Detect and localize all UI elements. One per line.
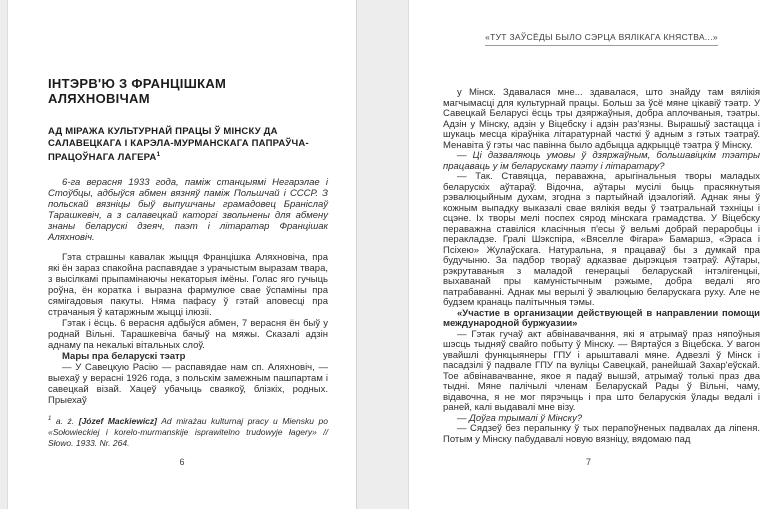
footnote-marker: 1 xyxy=(48,416,52,422)
left-text-column xyxy=(48,0,328,406)
body-paragraph: — Так. Ставяцца, пераважна, арыгінальныя творы маладых беларускіх аўтараў. Відочна, аўтары мусілі быць прасякнутыя рэвалюцыйным духам, згодна з партыйнай ідэалогіяй. Аднак яны ў кожным выпадку выказалі свае вялікія веды ў тэатральнай тэхніцы і сцэне. Іх творы мелі поспех сярод мінскага грамадства. У Віцебску пераважна ставіліся класічныя п'есы ў вельмі добрай пераробцы і перакладзе. Гралі Шэкспіра, «Вяселле Фігара» Бамаршэ, «Эраса і Псіхею» Жулаўскага. Натуральна, я працаваў бы з думкай пра будучыню. За падбор твораў адказвае дырэкцыя тэатраў. Аўтары, рэкрутаваныя з маладой генерацыі беларускай інтэлігенцыі, выхаванай пры камуністычным рэжыме, добра ведалі яго патрабаванні. Аднак мы верылі ў эвалюцыю беларускага руху. Але не будзем кранаць палітычныя тэмы. xyxy=(443,171,760,308)
right-page xyxy=(409,0,768,509)
section-heading: Мары пра беларускі тэатр xyxy=(62,350,186,362)
article-subtitle-text: АД МІРАЖА КУЛЬТУРНАЙ ПРАЦЫ Ў МІНСКУ ДА САЛАВЕЦКАГА І КАРЭЛА-МУРМАНСКАГА ПАПРАЎЧА-ПРАЦОЎНАГА ЛАГЕРА xyxy=(48,126,309,164)
book-edge-left xyxy=(0,0,8,509)
lead-paragraph: 6-га верасня 1933 года, паміж станцыямі Негарэлае і Стоўбцы, адбыўся абмен вязняў паміж Польшчай і СССР. З польскай вязніцы быў выпушчаны грамадовец Браніслаў Тарашкевіч, а з салавецкай каторгі звольнены для абмену знаны беларускі дзеяч, паэт і літаратар Францішак Аляхновіч. xyxy=(48,176,328,243)
section-heading: «Участие в организации действующей в направлении помощи международной буржуазии» xyxy=(443,307,760,329)
body-paragraph: у Мінск. Здавалася мне... здавалася, што знайду там вялікія магчымасці для культурнай працы. Больш за ўсё мяне цікавіў тэатр. У Савецкай Беларусі ёсць тры дзяржаўныя, добра аплочваныя, тэатры. Адзін у Мінску, адзін у Віцебску і адзін раз'язны. Вырашыў застацца і шукаць месца кіраўніка літаратурнай часткі ў адным з гэтых тэатраў. Менавіта ў гэты час павінна было адбыцца адкрыццё тэатра ў Мінску. xyxy=(443,87,760,151)
page-number-right: 7 xyxy=(585,457,591,467)
article-title: ІНТЭРВ'Ю З ФРАНЦІШКАМ АЛЯХНОВІЧАМ xyxy=(48,76,227,106)
footnote xyxy=(48,414,328,449)
footnote-reference: 1 xyxy=(156,151,161,158)
page-number-left: 6 xyxy=(179,457,185,467)
body-paragraph: — У Савецкую Расію — распавядае нам сп. Аляхновіч, — выехаў у верасні 1926 года, з польскім замежным пашпартам і савецкай візай. Хацеў убачыць сваякоў, блізкіх, родных. Прыехаў xyxy=(48,361,328,406)
footnote-author: [Józef Mackiewicz] xyxy=(78,415,157,426)
left-page xyxy=(8,0,356,509)
article-subtitle xyxy=(48,126,328,164)
body-paragraph: Гэта страшны кавалак жыцця Францішка Аляхновіча, пра які ён зараз спакойна распавядае з урачыстым выразам твара, з высілкамі прыпамінаючы некаторыя імёны. Голас яго гучыць роўна, ён коратка і выразна фармулюе свае ўспаміны пра сямігадовыя пакуты. Няма пафасу ў гэтай аповесці пра страчаныя ў катаржным жыцці ілюзіі. xyxy=(48,251,328,318)
body-paragraph: Гэтак і ёсць. 6 верасня адбыўся абмен, 7 верасня ён быў у роднай Вільні. Тарашкевіча бачыў на мяжы. Сказалі адзін аднаму па некалькі вітальных слоў. xyxy=(48,317,328,351)
body-paragraph: — Сядзеў без перапынку ў тых перапоўненых падвалах да ліпеня. Потым у Мінску пабудавалі новую вязніцу, вядомаю пад xyxy=(443,423,760,445)
interview-question: — Доўга трымалі ў Мінску? xyxy=(457,412,583,424)
right-text-column xyxy=(443,0,760,445)
running-header xyxy=(443,27,760,46)
footnote-text: Ad mirażau kulturnaj pracy u Miensku po «Sołowieckiej i korelo-murmanskije isprawitelno trudowyje łagery» // Słowo. 1933. Nr. 264. xyxy=(48,415,328,448)
running-header-text: «ТУТ ЗАЎСЁДЫ БЫЛО СЭРЦА ВЯЛІКАГА КНЯСТВА...» xyxy=(485,32,718,46)
page-gutter xyxy=(356,0,409,509)
body-paragraph: — Гэтак гучаў акт абвінавачвання, які я атрымаў праз няпоўныя шэсць тыдняў свайго побыту ў Мінску. — Вяртаўся з Віцебска. У вагон увайшлі функцыянеры ГПУ і арыштавалі мяне. Адвезлі ў Мінск і пасадзілі ў падвале ГПУ па вуліцы Савецкай, ранейшай Захар'еўскай. Тое абвінавачванне, якое я падаў вышэй, атрымаў толькі праз два тыдні. Мяне палічылі членам Беларускай Рады ў Вільні, чаму, відавочна, я не мог пярэчыць і пра што беларускія ўлады ведалі і раней, калі выдавалі мне візу. xyxy=(443,328,760,413)
footnote-signature: a. ż. xyxy=(55,415,75,426)
interview-question: — Ці дазваляюць умовы ў дзяржаўным, большавіцкім тэатры працаваць у ім беларускаму паэту і літаратару? xyxy=(443,150,760,172)
